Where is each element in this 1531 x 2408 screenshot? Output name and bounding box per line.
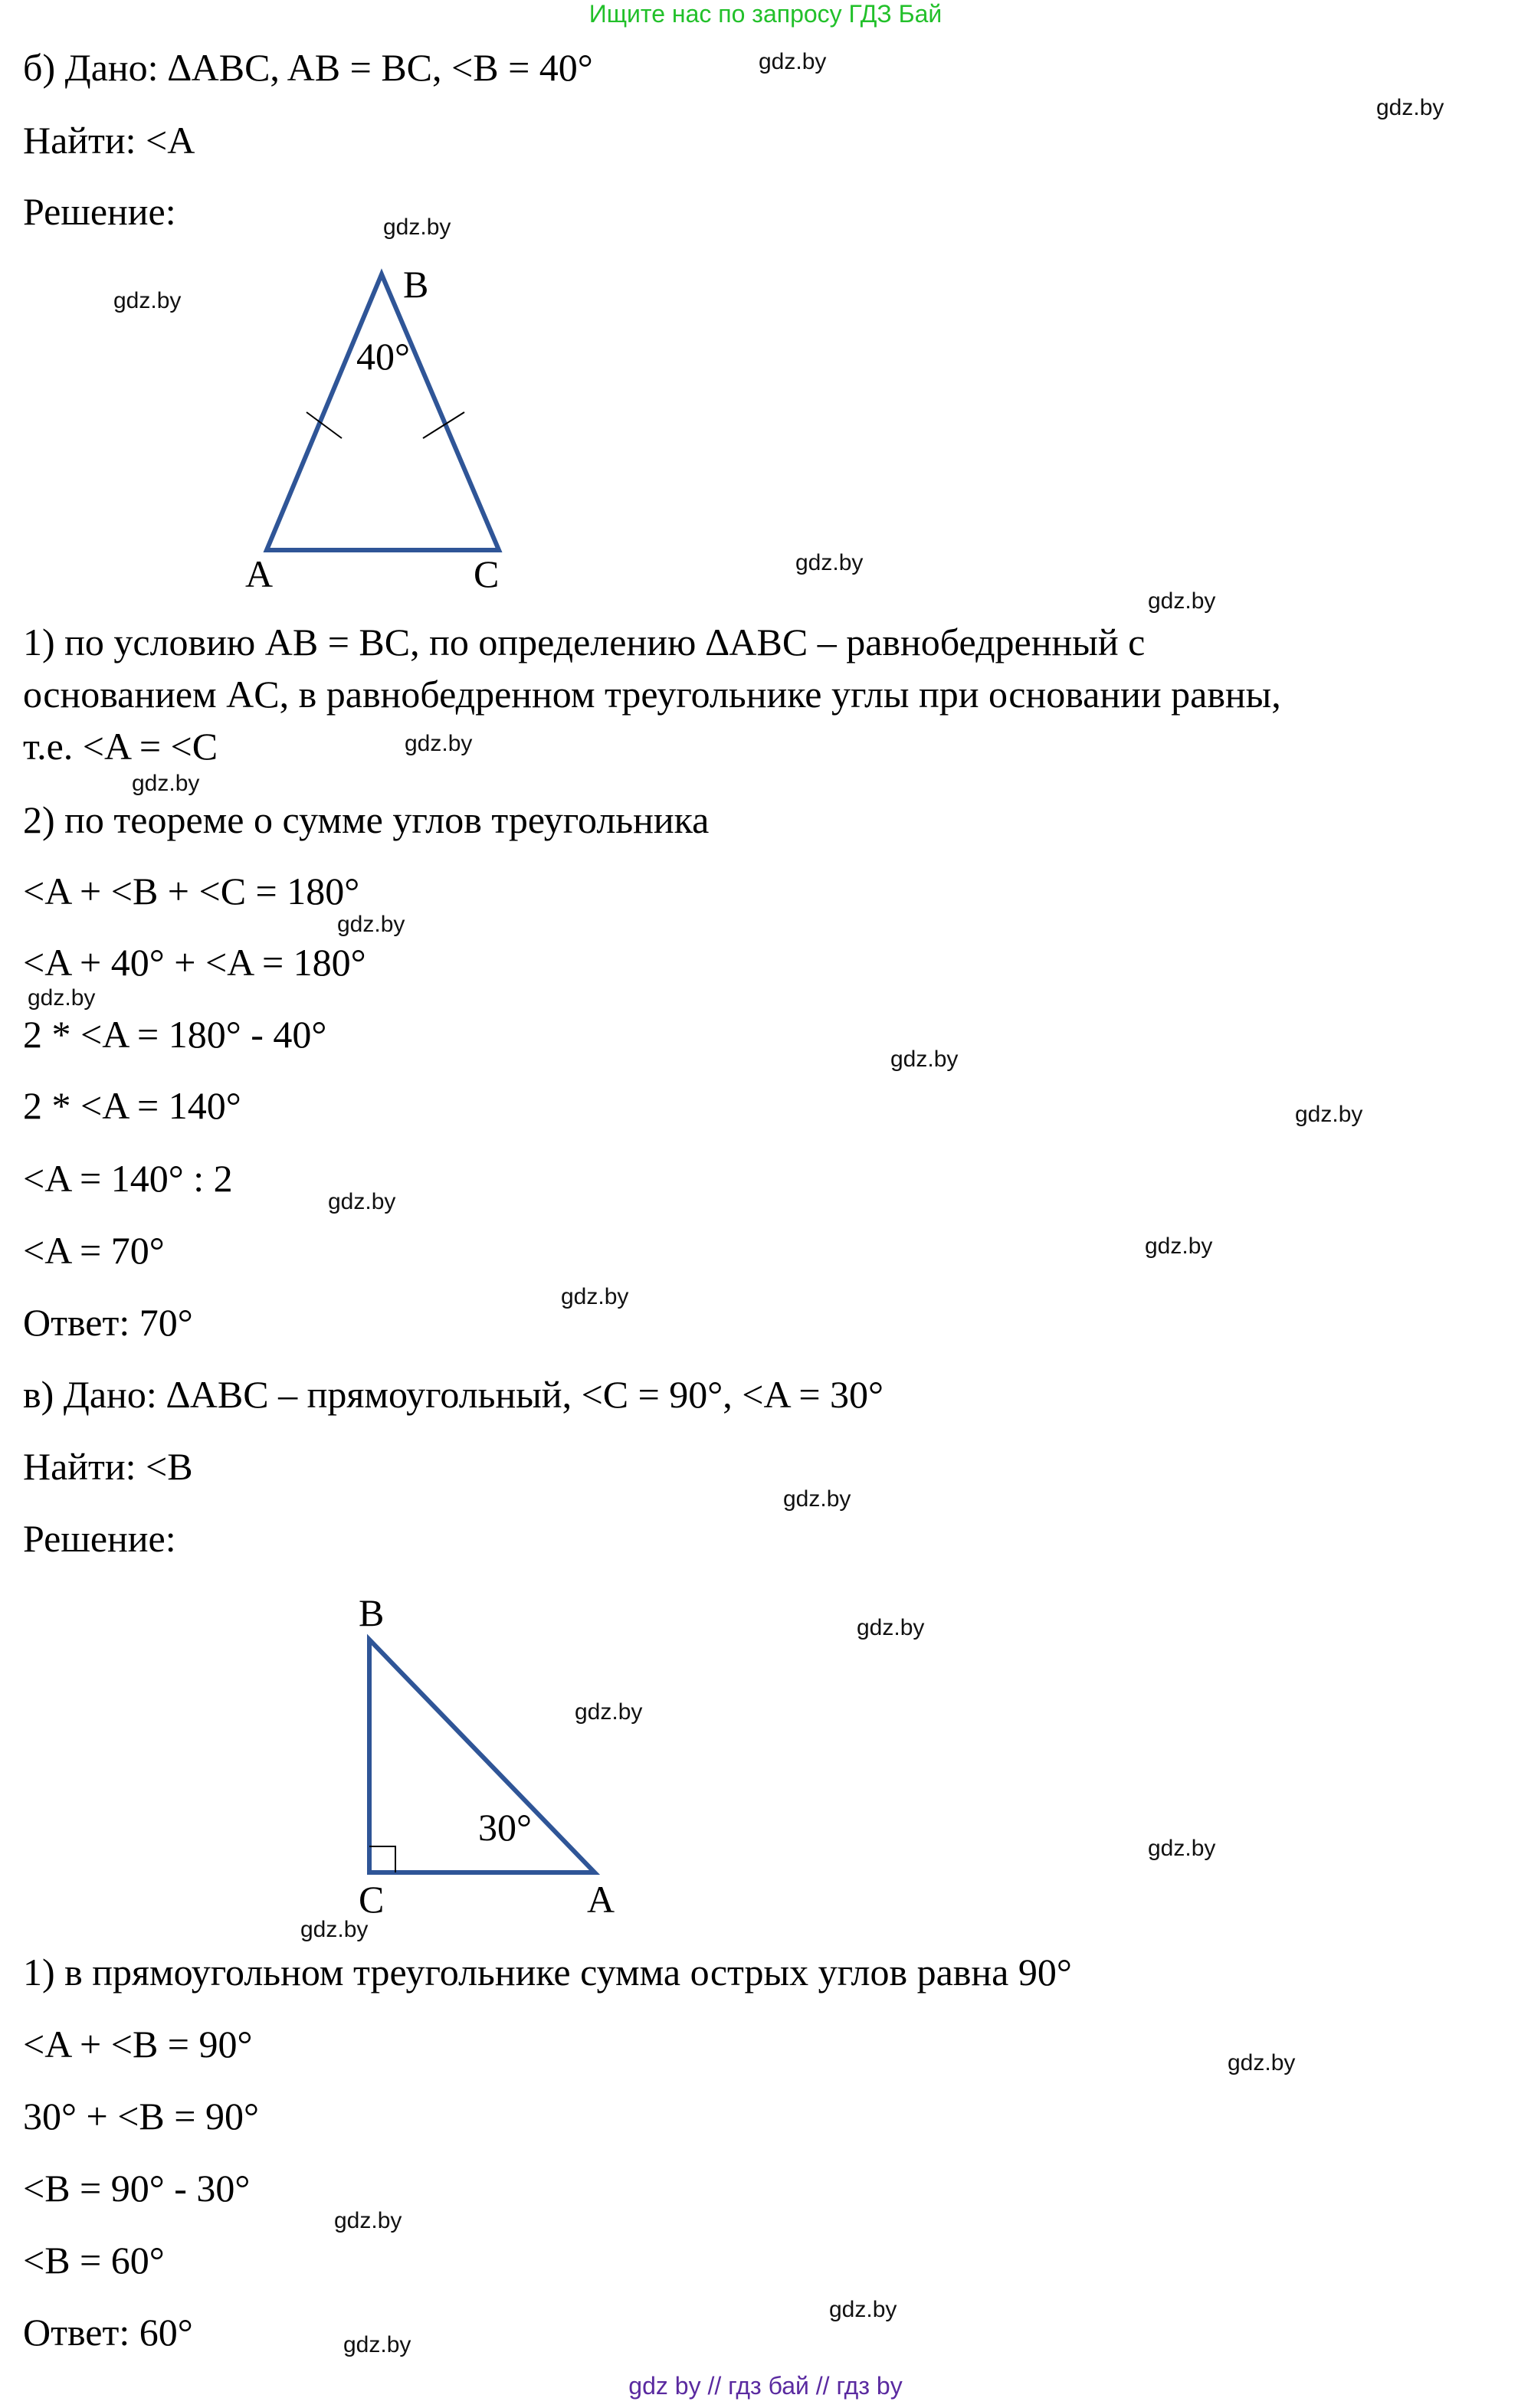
eq1-c: <A + <B = 90° [23, 2023, 253, 2066]
watermark: gdz.by [561, 1284, 629, 1309]
watermark: gdz.by [1228, 2050, 1296, 2075]
step2-b: 2) по теореме о сумме углов треугольника [23, 798, 710, 841]
watermark: gdz.by [300, 1917, 369, 1942]
solution-b: Решение: [23, 190, 176, 233]
footer-links[interactable]: gdz by // гдз бай // гдз by [628, 2372, 903, 2400]
vertex-b-label: B [403, 263, 429, 306]
vertex-a-label: A [587, 1878, 615, 1921]
watermark: gdz.by [829, 2297, 897, 2322]
watermark: gdz.by [857, 1615, 925, 1640]
angle-b-label: 40° [356, 335, 410, 378]
watermark: gdz.by [337, 912, 405, 937]
right-angle-marker [369, 1846, 395, 1872]
watermark: gdz.by [343, 2332, 411, 2357]
watermark: gdz.by [1148, 1836, 1216, 1861]
watermark: gdz.by [328, 1189, 396, 1214]
given-c: в) Дано: ∆ABC – прямоугольный, <C = 90°, <A = 30° [23, 1373, 884, 1416]
watermark: gdz.by [383, 215, 451, 240]
step1-c: 1) в прямоугольном треугольнике сумма острых углов равна 90° [23, 1951, 1072, 1994]
watermark: gdz.by [1148, 588, 1216, 614]
vertex-c-label: C [359, 1878, 385, 1921]
watermark: gdz.by [1376, 95, 1444, 120]
vertex-a-label: A [245, 552, 274, 595]
watermark: gdz.by [759, 49, 827, 74]
find-b: Найти: <A [23, 119, 195, 162]
solution-c: Решение: [23, 1517, 176, 1560]
step1-line2-b: основанием AC, в равнобедренном треугольнике углы при основании равны, [23, 673, 1281, 716]
vertex-c-label: C [474, 552, 500, 595]
watermark: gdz.by [132, 771, 200, 796]
tick-mark-bc [423, 412, 464, 438]
step1-line3-b: т.е. <A = <C [23, 725, 218, 768]
find-c: Найти: <B [23, 1445, 193, 1488]
right-triangle [369, 1640, 595, 1872]
watermark: gdz.by [113, 288, 182, 313]
given-b: б) Дано: ∆ABC, AB = BC, <B = 40° [23, 46, 593, 89]
step1-line1-b: 1) по условию AB = BC, по определению ∆ABC – равнобедренный с [23, 621, 1146, 663]
eq3-c: <B = 90° - 30° [23, 2167, 251, 2210]
eq4-c: <B = 60° [23, 2239, 165, 2282]
watermark: gdz.by [28, 985, 96, 1011]
watermark: gdz.by [334, 2208, 402, 2233]
watermark: gdz.by [575, 1699, 643, 1725]
watermark: gdz.by [405, 731, 473, 756]
answer-b: Ответ: 70° [23, 1301, 193, 1344]
watermark: gdz.by [1145, 1233, 1213, 1259]
watermark: gdz.by [795, 550, 864, 575]
angle-a-label: 30° [478, 1806, 532, 1849]
eq2-b: <A + 40° + <A = 180° [23, 941, 366, 984]
watermark: gdz.by [1295, 1102, 1363, 1127]
eq5-b: <A = 140° : 2 [23, 1157, 233, 1200]
eq1-b: <A + <B + <C = 180° [23, 870, 360, 912]
watermark: gdz.by [783, 1486, 851, 1512]
eq4-b: 2 * <A = 140° [23, 1084, 241, 1127]
top-banner[interactable]: Ищите нас по запросу ГДЗ Бай [588, 0, 943, 28]
answer-c: Ответ: 60° [23, 2311, 193, 2354]
isosceles-triangle [267, 274, 499, 550]
tick-mark-ab [307, 412, 342, 438]
vertex-b-label: B [359, 1591, 385, 1634]
eq3-b: 2 * <A = 180° - 40° [23, 1013, 327, 1056]
eq2-c: 30° + <B = 90° [23, 2095, 259, 2138]
eq6-b: <A = 70° [23, 1229, 165, 1272]
watermark: gdz.by [890, 1047, 959, 1072]
